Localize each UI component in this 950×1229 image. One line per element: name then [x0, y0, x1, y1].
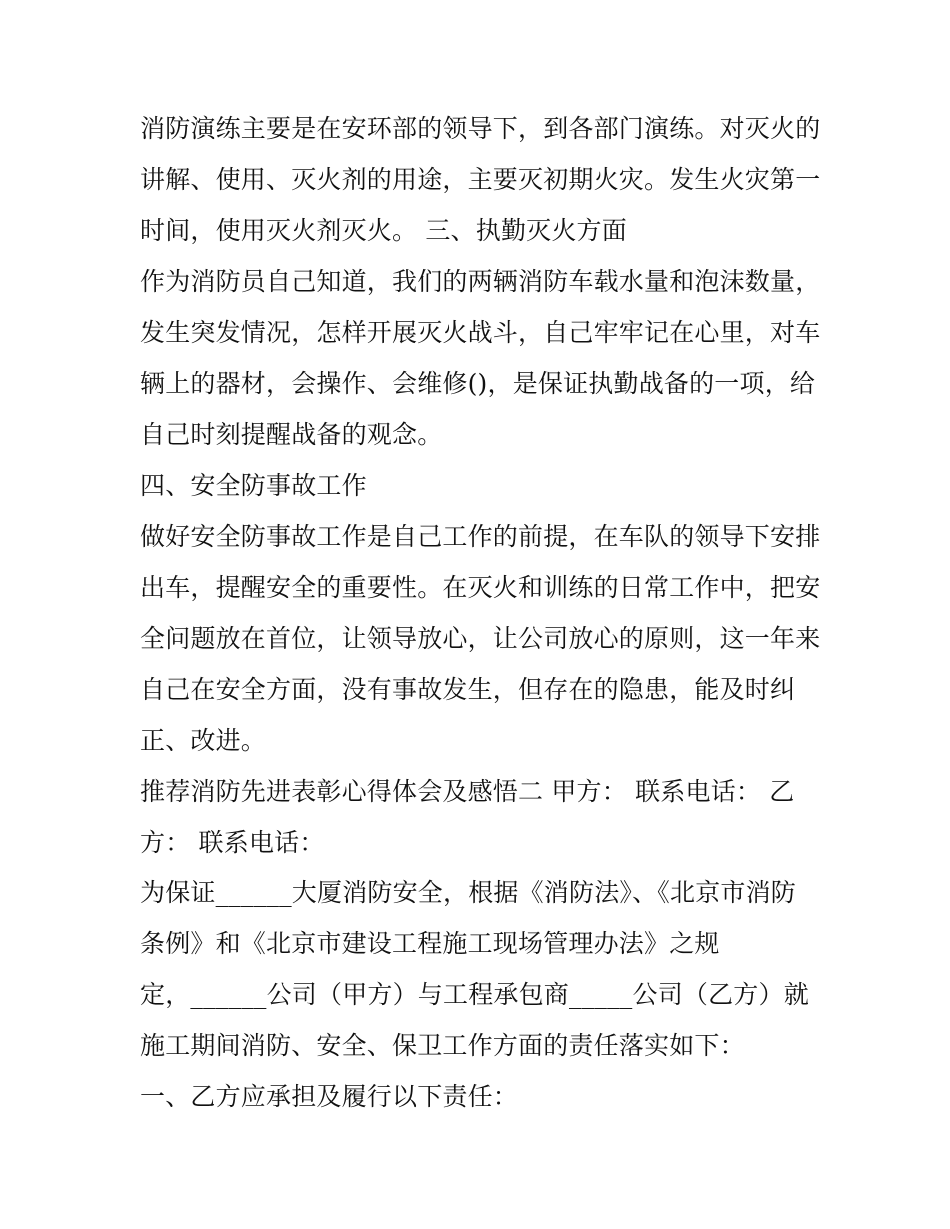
text-line: 推荐消防先进表彰心得体会及感悟二 甲方： 联系电话： 乙 — [140, 777, 795, 806]
text-line: 消防演练主要是在安环部的领导下，到各部门演练。对灭火的 — [140, 114, 821, 143]
text-line: 自己在安全方面，没有事故发生，但存在的隐患，能及时纠 — [140, 675, 796, 704]
text-line: 全问题放在首位，让领导放心，让公司放心的原则，这一年来 — [140, 624, 821, 653]
text-line: 施工期间消防、安全、保卫工作方面的责任落实如下： — [140, 1031, 745, 1060]
text-line: 正、改进。 — [140, 726, 267, 755]
text-line: 辆上的器材，会操作、会维修()，是保证执勤战备的一项，给 — [140, 369, 816, 398]
text-line: 发生突发情况，怎样开展灭火战斗，自己牢牢记在心里，对车 — [140, 318, 821, 347]
text-line: 做好安全防事故工作是自己工作的前提，在车队的领导下安排 — [140, 522, 821, 551]
text-line: 方： 联系电话： — [140, 828, 325, 857]
text-line: 作为消防员自己知道，我们的两辆消防车载水量和泡沫数量， — [140, 267, 821, 296]
text-line: 自己时刻提醒战备的观念。 — [140, 420, 443, 449]
text-line: 讲解、使用、灭火剂的用途，主要灭初期火灾。发生火灾第一 — [140, 165, 821, 194]
text-line: 出车，提醒安全的重要性。在灭火和训练的日常工作中，把安 — [140, 573, 821, 602]
section-heading: 四、安全防事故工作 — [140, 471, 367, 500]
text-line: 时间，使用灭火剂灭火。 三、执勤灭火方面 — [140, 216, 627, 245]
section-heading: 一、乙方应承担及履行以下责任： — [140, 1082, 519, 1111]
text-line: 为保证______大厦消防安全，根据《消防法》、《北京市消防 — [140, 878, 797, 907]
text-line: 定，______公司（甲方）与工程承包商_____公司（乙方）就 — [140, 980, 809, 1009]
text-line: 条例》和《北京市建设工程施工现场管理办法》之规 — [140, 929, 720, 958]
